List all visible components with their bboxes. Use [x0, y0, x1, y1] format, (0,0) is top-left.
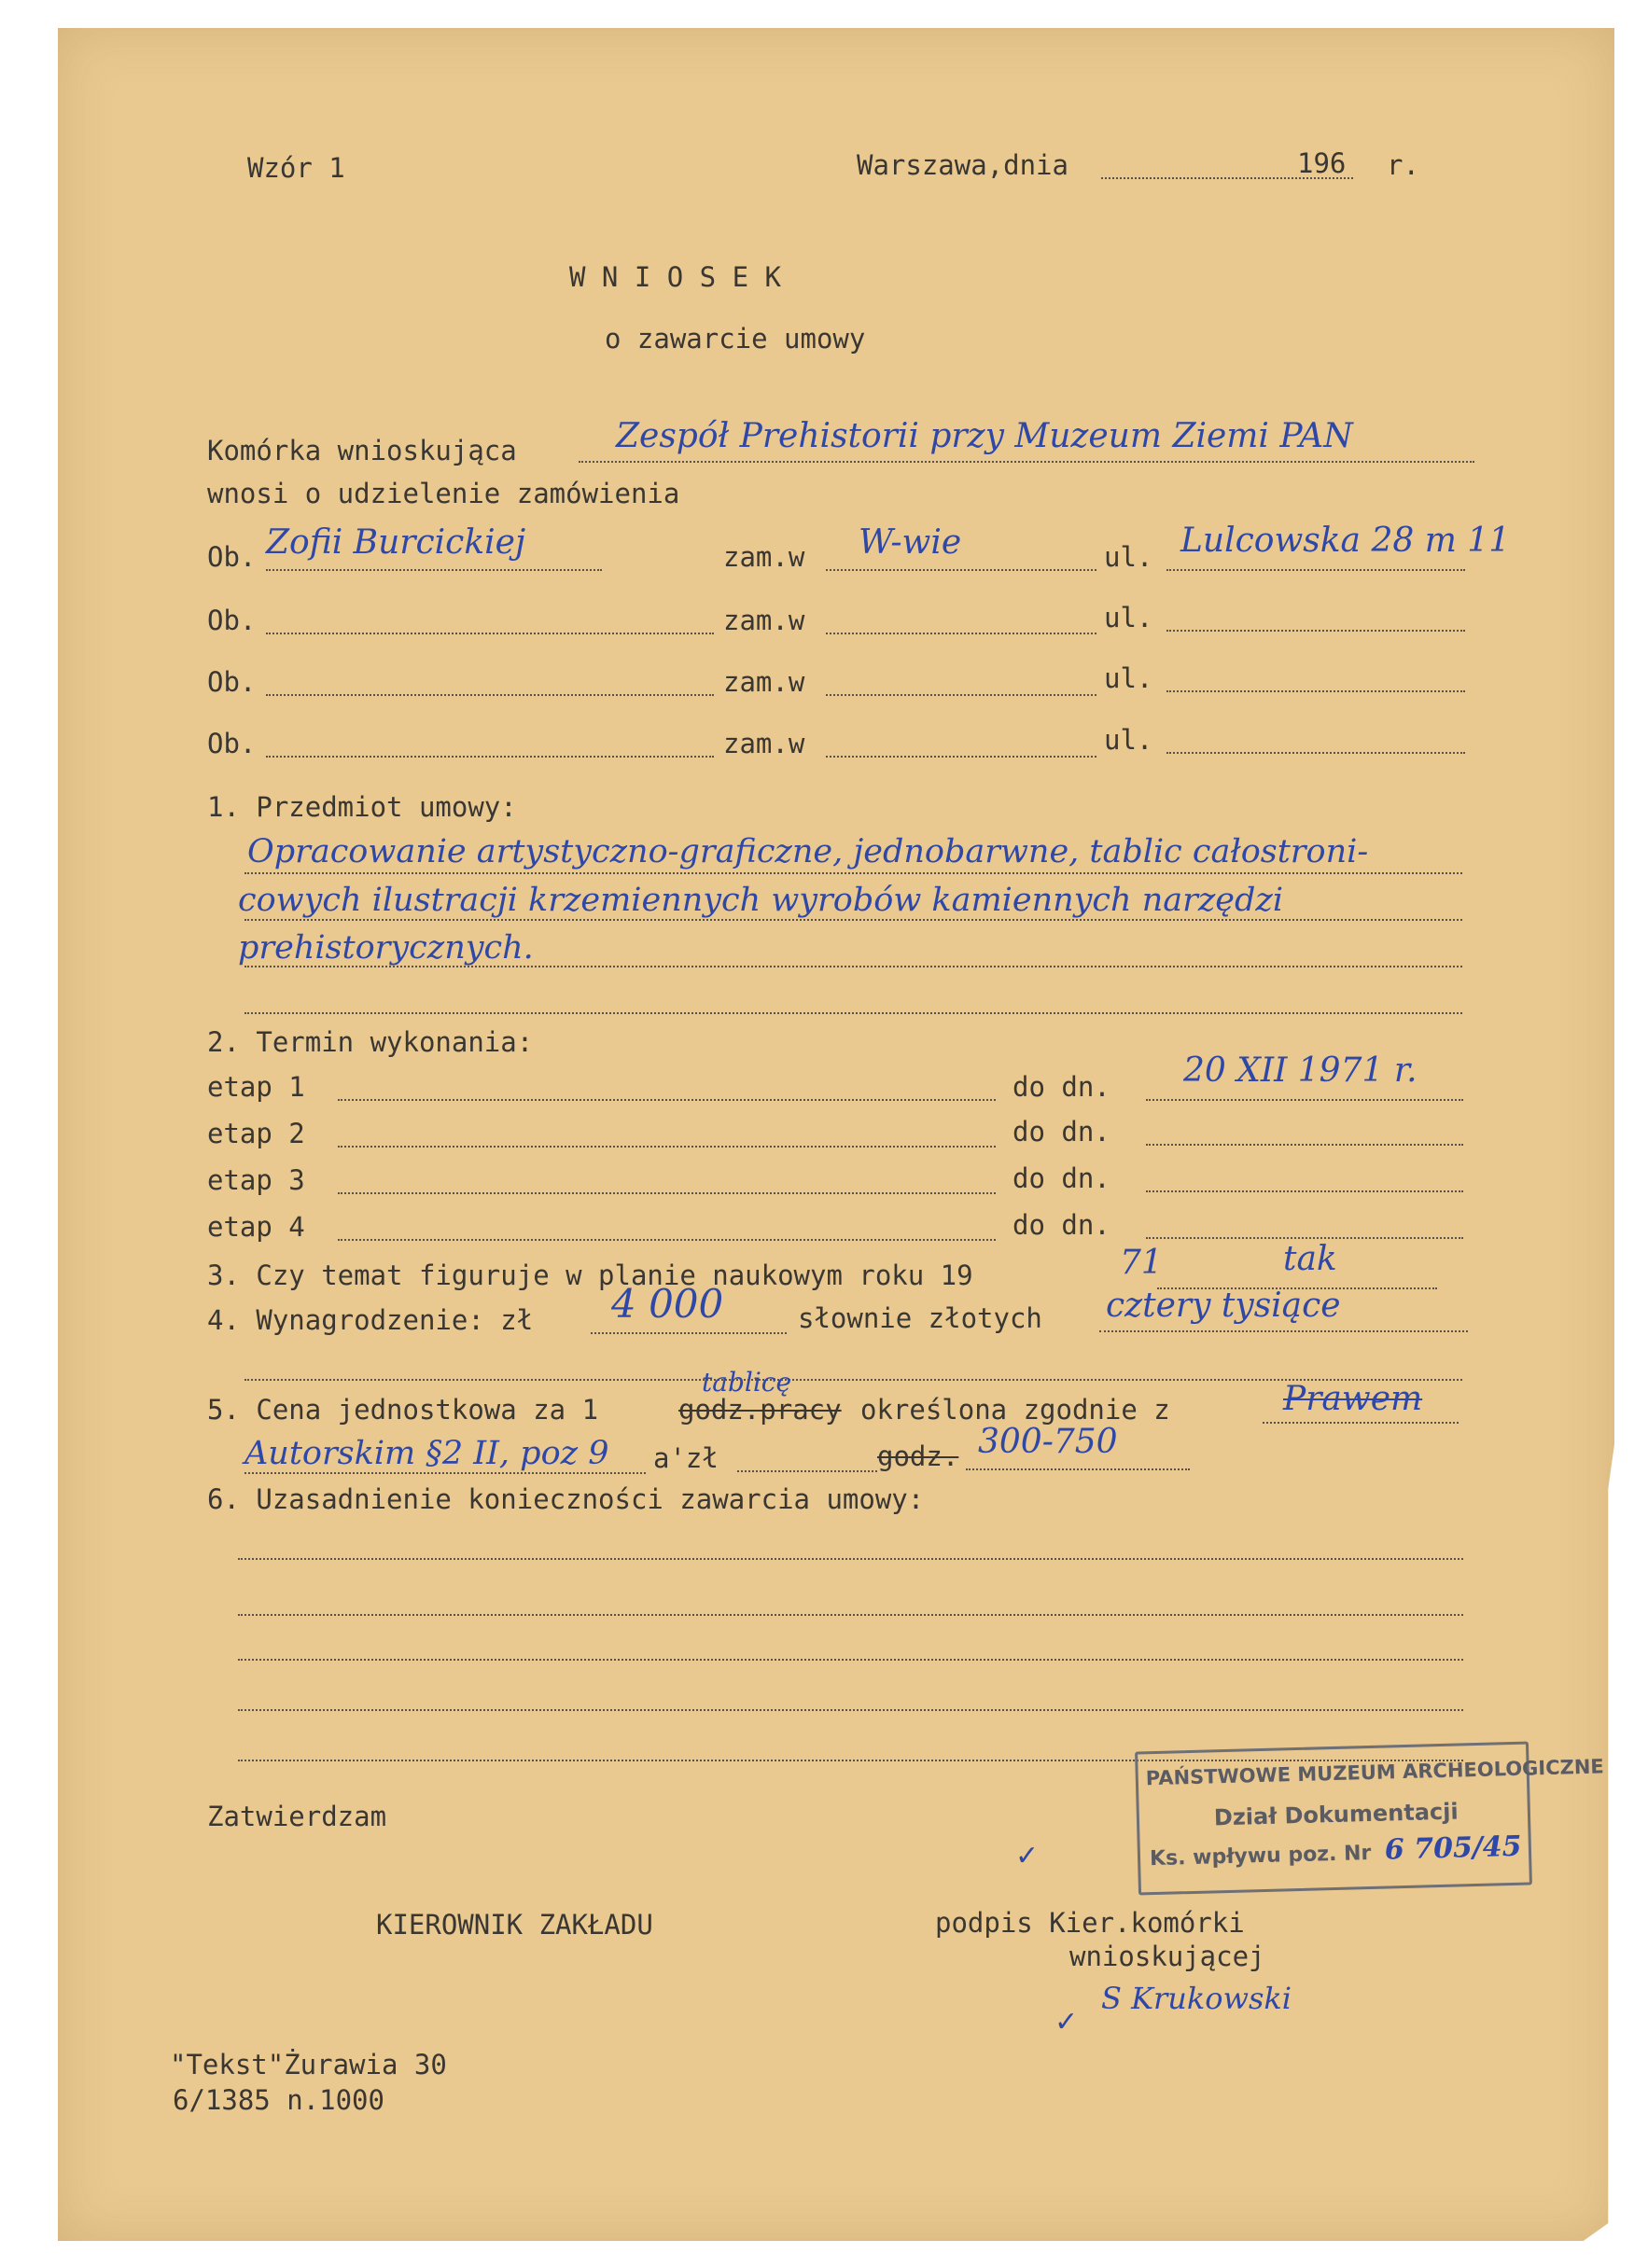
przedmiot-label: 1. Przedmiot umowy:: [207, 791, 517, 823]
q5-az-label: a'zł: [653, 1442, 719, 1474]
ob-name-line: [266, 569, 602, 571]
q5-rate: 300-750: [978, 1423, 1118, 1461]
ul-label: ul.: [1104, 602, 1153, 633]
zatwierdzam-label: Zatwierdzam: [207, 1801, 387, 1832]
zam-label: zam.w: [723, 666, 805, 698]
q6-line-2: [238, 1614, 1463, 1616]
podpis-label-1: podpis Kier.komórki: [935, 1907, 1245, 1939]
przedmiot-line-1: [244, 872, 1462, 874]
ob-label: Ob.: [207, 666, 257, 698]
document-subtitle: o zawarcie umowy: [605, 323, 866, 355]
komorka-value: Zespół Prehistorii przy Muzeum Ziemi PAN: [616, 417, 1353, 455]
q4-slownie-label: słownie złotych: [798, 1302, 1042, 1334]
wzor-label: Wzór 1: [247, 152, 345, 184]
do-dn-line: [1146, 1099, 1463, 1101]
year-r: r.: [1387, 149, 1419, 181]
q3-answer: tak: [1283, 1240, 1337, 1278]
do-dn-label: do dn.: [1013, 1116, 1110, 1148]
stamp-line-2: Dział Dokumentacji: [1213, 1798, 1459, 1831]
ul-line: [1166, 630, 1465, 632]
check-mark-icon: ✓: [1015, 1840, 1040, 1872]
q4-words-line: [1099, 1330, 1468, 1332]
przedmiot-line-4: [244, 1012, 1462, 1014]
contractor-name: Zofii Burcickiej: [266, 523, 526, 562]
q6-line-4: [238, 1709, 1463, 1711]
q5-mid-label: określona zgodnie z: [860, 1394, 1170, 1426]
komorka-line: [579, 461, 1474, 463]
komorka-label: Komórka wnioskująca: [207, 435, 517, 466]
q5-struck-unit: godz.pracy: [678, 1394, 842, 1426]
etap-label: etap 1: [207, 1071, 305, 1103]
stamp-line-3-label: Ks. wpływu poz. Nr: [1149, 1841, 1372, 1871]
q4-extra-line: [244, 1379, 1462, 1381]
ul-label: ul.: [1104, 724, 1153, 756]
termin-label: 2. Termin wykonania:: [207, 1026, 534, 1058]
do-dn-label: do dn.: [1013, 1071, 1110, 1103]
year-prefix: 196: [1297, 147, 1347, 179]
archive-stamp: [1135, 1742, 1605, 1896]
q3-year: 71: [1120, 1244, 1163, 1282]
city-date-label: Warszawa,dnia: [857, 149, 1068, 181]
signature: S Krukowski: [1101, 1981, 1292, 2016]
przedmiot-text-1: Opracowanie artystyczno-graficzne, jednobarwne, tablic całostroni-: [247, 833, 1369, 870]
etap-label: etap 4: [207, 1211, 305, 1243]
ul-line: [1166, 690, 1465, 692]
check-mark-icon: ✓: [1054, 2006, 1079, 2038]
printer-line-1: "Tekst"Żurawia 30: [170, 2049, 447, 2080]
stamp-line-1: PAŃSTWOWE MUZEUM ARCHEOLOGICZNE: [1145, 1755, 1605, 1790]
etap-line: [338, 1146, 996, 1148]
ob-label: Ob.: [207, 605, 257, 636]
q6-line-1: [238, 1558, 1463, 1560]
etap-label: etap 2: [207, 1118, 305, 1149]
do-dn-line: [1146, 1144, 1463, 1146]
contractor-city: W-wie: [859, 523, 962, 562]
do-dn-label: do dn.: [1013, 1209, 1110, 1241]
q5-line2-hw: Autorskim §2 II, poz 9: [244, 1435, 609, 1472]
przedmiot-text-2: cowych ilustracji krzemiennych wyrobów kamiennych narzędzi: [238, 882, 1284, 919]
wnosi-text: wnosi o udzielenie zamówienia: [207, 478, 680, 509]
q4-amount-line: [591, 1332, 787, 1334]
do-dn-line: [1146, 1237, 1463, 1239]
q5-line2: [244, 1472, 646, 1474]
document-title: W N I O S E K: [569, 261, 781, 293]
ob-name-line: [266, 756, 714, 758]
zam-label: zam.w: [723, 605, 805, 636]
q5-insert: tablicę: [702, 1367, 792, 1398]
etap-date: 20 XII 1971 r.: [1183, 1051, 1418, 1090]
q4-label: 4. Wynagrodzenie: zł: [207, 1304, 534, 1336]
zam-label: zam.w: [723, 728, 805, 759]
q5-law-line: [1263, 1422, 1459, 1424]
ob-name-line: [266, 633, 714, 634]
kierownik-label: KIEROWNIK ZAKŁADU: [376, 1909, 653, 1941]
ul-label: ul.: [1104, 662, 1153, 694]
ob-label: Ob.: [207, 541, 257, 573]
do-dn-label: do dn.: [1013, 1162, 1110, 1194]
ul-line: [1166, 569, 1465, 571]
q3-label: 3. Czy temat figuruje w planie naukowym roku 19: [207, 1259, 973, 1291]
q5-struck-law: Prawem: [1283, 1380, 1423, 1418]
stamp-line-3-value: 6 705/45: [1384, 1830, 1522, 1867]
zam-line: [826, 569, 1096, 571]
etap-line: [338, 1239, 996, 1241]
zam-line: [826, 694, 1096, 696]
etap-line: [338, 1192, 996, 1194]
q5-godz-label: godz.: [877, 1440, 959, 1472]
zam-label: zam.w: [723, 541, 805, 573]
q6-line-3: [238, 1659, 1463, 1661]
contractor-street: Lulcowska 28 m 11: [1180, 522, 1511, 560]
ul-line: [1166, 752, 1465, 754]
ul-label: ul.: [1104, 541, 1153, 573]
q4-amount: 4 000: [611, 1281, 724, 1327]
do-dn-line: [1146, 1190, 1463, 1192]
etap-line: [338, 1099, 996, 1101]
q5-az-line: [737, 1470, 877, 1472]
podpis-label-2: wnioskującej: [1069, 1941, 1265, 1972]
q4-words: cztery tysiące: [1106, 1287, 1341, 1325]
printer-line-2: 6/1385 n.1000: [173, 2084, 384, 2116]
przedmiot-line-2: [244, 919, 1462, 921]
przedmiot-text-3: prehistorycznych.: [238, 929, 534, 967]
etap-label: etap 3: [207, 1164, 305, 1196]
q5-rate-line: [966, 1468, 1190, 1470]
zam-line: [826, 756, 1096, 758]
ob-name-line: [266, 694, 714, 696]
zam-line: [826, 633, 1096, 634]
ob-label: Ob.: [207, 728, 257, 759]
q6-label: 6. Uzasadnienie konieczności zawarcia umowy:: [207, 1483, 925, 1515]
q5-label: 5. Cena jednostkowa za 1: [207, 1394, 599, 1426]
